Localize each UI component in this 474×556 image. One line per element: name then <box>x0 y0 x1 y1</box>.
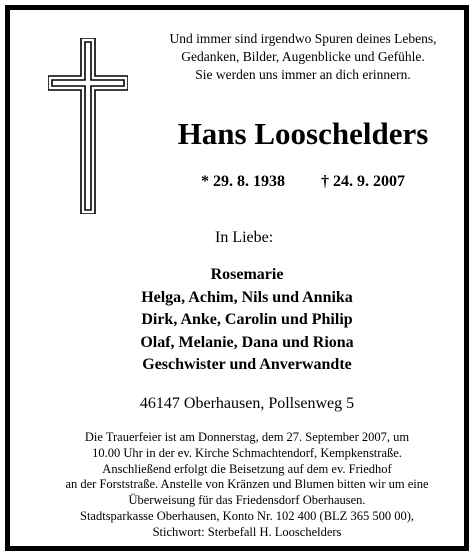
mourners-list <box>20 264 474 377</box>
notice-line: Anschließend erfolgt die Beisetzung auf dem ev. Friedhof <box>102 461 392 476</box>
mourner-line: Olaf, Melanie, Dana und Riona <box>140 333 354 351</box>
mourner-line: Dirk, Anke, Carolin und Philip <box>141 311 353 328</box>
notice-line: Stadtsparkasse Oberhausen, Konto Nr. 102 400 (BLZ 365 500 00), <box>80 508 414 523</box>
notice-line: Die Trauerfeier ist am Donnerstag, dem 27. September 2007, um <box>84 430 410 444</box>
mourner-line: Geschwister und Anverwandte <box>142 356 352 373</box>
notice-line: 10.00 Uhr in der ev. Kirche Schmachtendorf, Kempkenstraße. <box>92 445 402 460</box>
poem-line: Und immer sind irgendwo Spuren deines Lebens, <box>169 31 437 46</box>
in-love-label: In Liebe: <box>215 229 274 246</box>
notice-line: an der Forststraße. Anstelle von Kränzen und Blumen bitten wir um eine <box>65 477 429 492</box>
notice-line: Stichwort: Sterbefall H. Looschelders <box>152 524 342 539</box>
family-address: 46147 Oberhausen, Pollsenweg 5 <box>139 395 355 412</box>
poem-line: Sie werden uns immer an dich erinnern. <box>195 67 411 82</box>
funeral-notice <box>20 430 474 541</box>
death-date: † 24. 9. 2007 <box>321 173 405 190</box>
poem-verse <box>138 30 468 84</box>
obituary-frame <box>5 5 469 551</box>
deceased-name: Hans Looschelders <box>177 116 429 151</box>
mourner-line: Helga, Achim, Nils und Annika <box>141 288 353 306</box>
mourner-line: Rosemarie <box>210 266 284 283</box>
birth-date: * 29. 8. 1938 <box>201 173 285 190</box>
cross-icon <box>48 38 128 214</box>
poem-line: Gedanken, Bilder, Augenblicke und Gefühle. <box>181 49 425 64</box>
life-dates <box>138 172 468 192</box>
notice-line: Überweisung für das Friedensdorf Oberhausen. <box>128 493 366 508</box>
